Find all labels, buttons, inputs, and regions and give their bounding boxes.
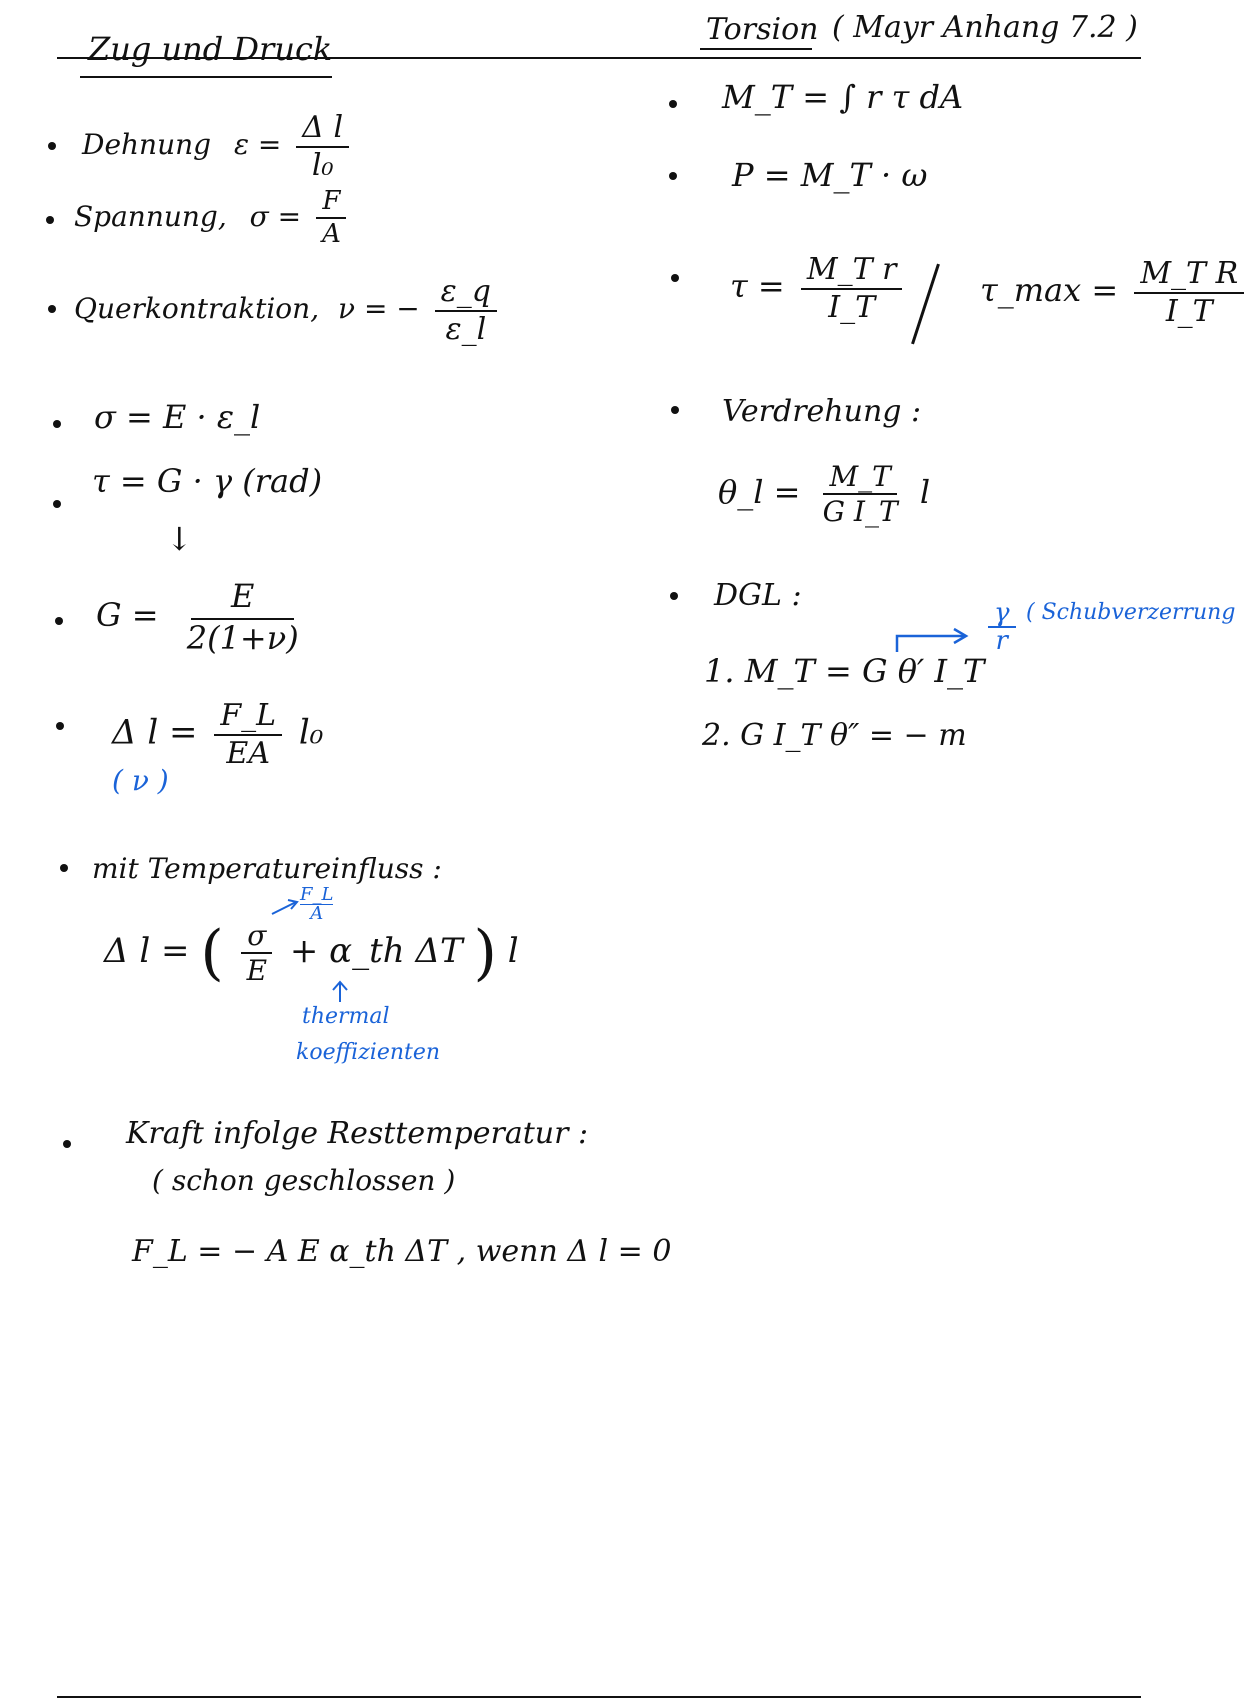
fraction-numerator: Δ l (296, 112, 349, 148)
sigma-formula: σ = E · ε_l (94, 398, 261, 436)
close-paren: ) (473, 918, 497, 988)
fraction-denominator: E (246, 954, 268, 987)
bullet (669, 100, 677, 108)
fraction-denominator: ε_l (445, 311, 487, 347)
slash-divider (911, 264, 940, 345)
fraction-numerator: M_T r (801, 254, 903, 290)
tau-torsion-lhs: τ = (730, 267, 785, 305)
quer-fraction (435, 276, 497, 345)
arrow-icon (272, 902, 296, 914)
annotation-denominator: A (310, 903, 324, 924)
theta-fraction (817, 462, 904, 527)
fraction-numerator: F_L (214, 700, 282, 736)
tau-torsion-fraction (801, 254, 903, 323)
bottom-rule (57, 1696, 1141, 1698)
fraction-denominator: G I_T (822, 495, 898, 529)
bullet (53, 420, 61, 428)
tau-torsion-formula (730, 254, 908, 323)
dgl-eq-1: 1. M_T = G θ′ I_T (704, 652, 985, 690)
delta-l-formula (112, 700, 323, 769)
temperatur-formula (104, 918, 519, 988)
power-formula: P = M_T · ω (732, 156, 928, 194)
tau-max-lhs: τ_max = (980, 271, 1119, 309)
querkontraktion-formula (74, 276, 503, 345)
dgl-arrow-head-icon (954, 629, 966, 643)
fraction-denominator: 2(1+ν) (186, 618, 299, 657)
theta-formula (718, 462, 930, 527)
fraction-denominator: I_T (1165, 293, 1213, 329)
tau-max-formula (980, 258, 1250, 327)
quer-label: Querkontraktion, (74, 292, 320, 325)
thermal-label: thermal (302, 1004, 390, 1029)
bullet (60, 864, 68, 872)
spannung-fraction (316, 188, 347, 249)
heading-zug-und-druck: Zug und Druck (88, 30, 333, 68)
kraft-sublabel: ( schon geschlossen ) (152, 1164, 456, 1197)
fraction-numerator: σ (241, 921, 272, 954)
heading-torsion: Torsion (706, 12, 819, 47)
down-arrow-icon: ↓ (166, 520, 193, 558)
heading-underline (80, 76, 332, 78)
g-formula (96, 577, 311, 657)
fraction-denominator: l₀ (311, 147, 334, 183)
fraction-denominator: I_T (828, 289, 876, 325)
mt-formula: M_T = ∫ r τ dA (722, 78, 964, 116)
temperatur-label: mit Temperatureinfluss : (92, 852, 442, 885)
delta-l-tail: l₀ (298, 712, 324, 753)
fraction-denominator: A (322, 219, 341, 250)
dehnung-label: Dehnung (82, 128, 212, 161)
temp-tail: l (507, 931, 519, 971)
bullet (63, 1140, 71, 1148)
bullet (48, 305, 56, 313)
annotation-numerator: F_L (300, 884, 334, 905)
dehnung-symbol: ε = (233, 128, 282, 161)
fraction-numerator: ε_q (435, 276, 497, 312)
dgl-arrow-icon (897, 636, 964, 652)
annotation-denominator: r (995, 626, 1008, 656)
temp-lhs: Δ l = (104, 931, 190, 971)
tau-max-fraction (1134, 258, 1244, 327)
bullet (671, 406, 679, 414)
fraction-denominator: EA (226, 735, 270, 771)
annotation-numerator: γ (988, 600, 1016, 628)
g-lhs: G = (96, 596, 159, 635)
spannung-symbol: σ = (249, 199, 302, 233)
bullet (669, 172, 677, 180)
fraction-numerator: M_T (823, 462, 896, 495)
theta-lhs: θ_l = (718, 472, 801, 511)
fraction-numerator: M_T R (1134, 258, 1244, 294)
bullet (46, 216, 54, 224)
tau-formula: τ = G · γ (rad) (92, 462, 323, 500)
open-paren: ( (200, 918, 224, 988)
delta-l-lhs: Δ l = (112, 712, 198, 753)
dgl-eq-2: 2. G I_T θ″ = − m (702, 718, 967, 753)
temp-fraction (241, 918, 273, 987)
temp-mid: + α_th ΔT (289, 931, 463, 971)
theta-tail: l (919, 472, 931, 511)
delta-l-fraction (214, 700, 282, 769)
dehnung-fraction (296, 112, 349, 181)
arrow-head-icon (288, 900, 297, 909)
bullet (55, 617, 63, 625)
bullet (53, 500, 61, 508)
verdrehung-label: Verdrehung : (722, 394, 922, 429)
bullet (671, 274, 679, 282)
delta-l-note: ( ν ) (112, 764, 169, 797)
spannung-label: Spannung, (74, 199, 227, 233)
fraction-numerator: E (191, 580, 294, 620)
dgl-label: DGL : (714, 578, 802, 613)
dehnung-formula (82, 112, 355, 181)
dgl-annotation-text: ( Schubverzerrung (1026, 600, 1236, 625)
torsion-reference: ( Mayr Anhang 7.2 ) (832, 10, 1138, 45)
spannung-formula (74, 188, 353, 249)
torsion-underline (700, 48, 812, 50)
bullet (670, 592, 678, 600)
quer-symbol: ν = − (338, 292, 420, 325)
kraft-formula: F_L = − A E α_th ΔT , wenn Δ l = 0 (132, 1234, 672, 1269)
kraft-label: Kraft infolge Resttemperatur : (126, 1116, 589, 1151)
bullet (56, 722, 64, 730)
dgl-annotation-fraction (988, 600, 1016, 654)
g-fraction (181, 577, 305, 657)
bullet (48, 142, 56, 150)
koeffizienten-label: koeffizienten (296, 1040, 441, 1065)
fraction-numerator: F (316, 188, 346, 219)
